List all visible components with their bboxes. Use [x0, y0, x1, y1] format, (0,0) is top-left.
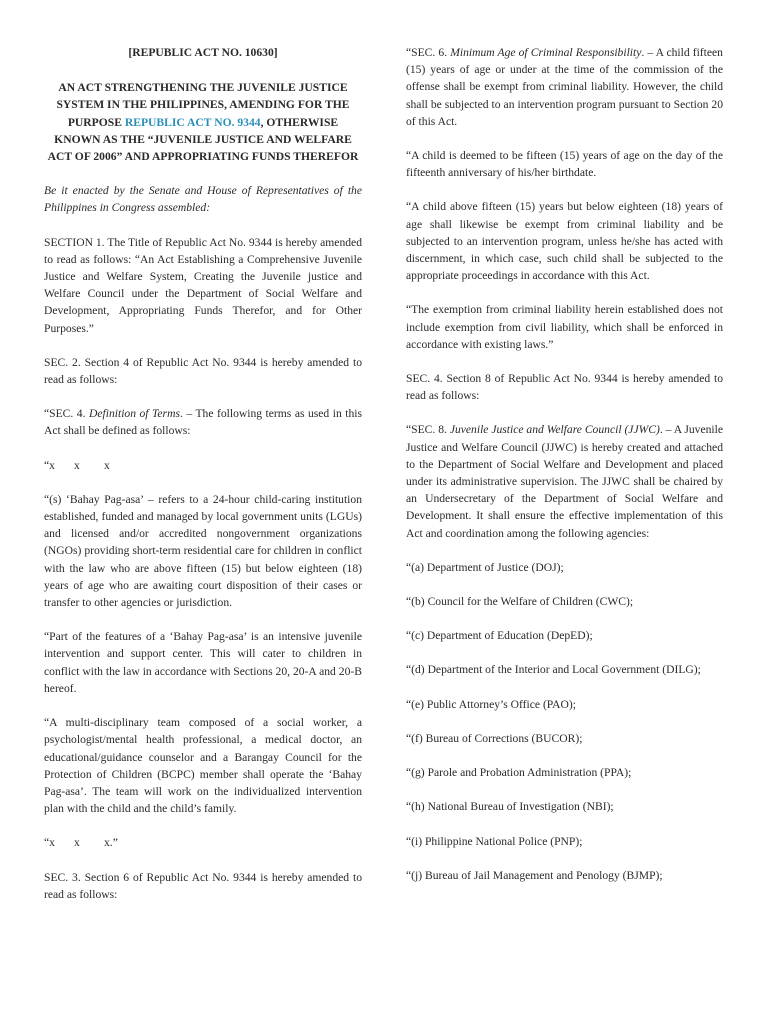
omission-x: x	[74, 458, 80, 472]
sec6-rest: . – A child fifteen (15) years of age or under at the time of the commission of the offense shall be exempt from criminal liability. However, the child shall be subjected to an intervention program pursuant to Section 20 of this Act.	[406, 46, 723, 128]
bahay-pag-asa-features: “Part of the features of a ‘Bahay Pag-asa’ is an intensive juvenile intervention and support center. This will cater to children in conflict with the law in accordance with Sections 20, 20-A and 20-B hereof.	[44, 630, 362, 695]
bahay-pag-asa-team: “A multi-disciplinary team composed of a social worker, a psychologist/mental health professional, a medical doctor, an educational/guidance counselor and a Barangay Council for the Protection of Children (BCPC) member shall operate the ‘Bahay Pag-asa’. The team will work on the individualized intervention plan with the child and the child’s family.	[44, 716, 362, 816]
agency-item: “(d) Department of the Interior and Local Government (DILG);	[406, 663, 701, 677]
sec4-rest: . – The following terms as used in this Act shall be defined as follows:	[44, 407, 362, 438]
section-3-paragraph: SEC. 3. Section 6 of Republic Act No. 9344 is hereby amended to read as follows:	[44, 870, 362, 901]
section-6-paragraph	[406, 44, 723, 130]
omission-x: x	[74, 836, 80, 850]
agency-item: “(c) Department of Education (DepED);	[406, 629, 593, 643]
agency-item: “(f) Bureau of Corrections (BUCOR);	[406, 731, 583, 745]
omission-marker	[44, 834, 362, 851]
section-4-amend-paragraph: SEC. 4. Section 8 of Republic Act No. 9344 is hereby amended to read as follows:	[406, 372, 723, 403]
section-8-paragraph	[406, 421, 723, 541]
sec8-prefix: “SEC. 8.	[406, 423, 450, 437]
agency-item: “(e) Public Attorney’s Office (PAO);	[406, 697, 577, 711]
agency-item: “(g) Parole and Probation Administration (PPA);	[406, 766, 632, 780]
agency-item: “(a) Department of Justice (DOJ);	[406, 560, 564, 574]
omission-x: “x	[44, 458, 55, 472]
republic-act-9344-link[interactable]: REPUBLIC ACT NO. 9344	[124, 115, 261, 129]
sec4-prefix: “SEC. 4.	[44, 407, 89, 421]
sec6-heading: Minimum Age of Criminal Responsibility	[450, 46, 642, 59]
omission-x: x	[104, 458, 110, 472]
omission-marker	[44, 457, 362, 474]
agency-item: “(i) Philippine National Police (PNP);	[406, 834, 583, 848]
agency-item: “(h) National Bureau of Investigation (NBI);	[406, 800, 614, 814]
right-column	[406, 44, 723, 901]
section-2-paragraph: SEC. 2. Section 4 of Republic Act No. 9344 is hereby amended to read as follows:	[44, 355, 362, 387]
agency-item: “(j) Bureau of Jail Management and Penology (BJMP);	[406, 868, 663, 882]
sec4-heading: Definition of Terms	[89, 407, 180, 421]
omission-x: x.”	[104, 836, 118, 850]
enacting-clause: Be it enacted by the Senate and House of Representatives of the Philippines in Congress assembled:	[44, 184, 362, 215]
bahay-pag-asa-definition: “(s) ‘Bahay Pag-asa’ – refers to a 24-hour child-caring institution established, funded and managed by local government units (LGUs) and licensed and/or accredited nongovernment organizations (NGOs) providing short-term residential care for children in conflict with the law who are above fifteen (15) but below eighteen (18) years of age who are awaiting court disposition of their cases or transfer to other agencies or jurisdiction.	[44, 492, 362, 610]
age-deemed-paragraph: “A child is deemed to be fifteen (15) years of age on the day of the fifteenth anniversary of his/her birthdate.	[406, 149, 723, 180]
agency-item: “(b) Council for the Welfare of Children (CWC);	[406, 595, 634, 609]
civil-liability-paragraph: “The exemption from criminal liability herein established does not include exemption from civil liability, which shall be enforced in accordance with existing laws.”	[406, 303, 723, 351]
omission-x: “x	[44, 836, 55, 850]
act-title	[44, 79, 362, 165]
sec8-heading: Juvenile Justice and Welfare Council (JJWC)	[449, 423, 660, 437]
sec6-prefix: “SEC. 6.	[406, 46, 451, 59]
left-column	[44, 44, 362, 920]
act-title-part2: , OTHERWISE KNOWN AS THE “JUVENILE JUSTICE AND WELFARE ACT OF 2006” AND APPROPRIATING FUNDS THEREFOR	[47, 115, 359, 164]
section-1-paragraph: SECTION 1. The Title of Republic Act No. 9344 is hereby amended to read as follows: “An Act Establishing a Comprehensive Juvenile Justice and Welfare System, Creating the Juvenile justice and Welfare Council under the Department of Social Welfare and Development, Appropriating Funds Therefor, and for Other Purposes.”	[44, 235, 362, 335]
act-number: [REPUBLIC ACT NO. 10630]	[128, 46, 278, 59]
act-title-part1: AN ACT STRENGTHENING THE JUVENILE JUSTICE SYSTEM IN THE PHILIPPINES, AMENDING FOR THE PURPOSE	[56, 81, 350, 129]
above-fifteen-paragraph: “A child above fifteen (15) years but below eighteen (18) years of age shall likewise be exempt from criminal liability and be subjected to an intervention program, unless he/she has acted with discernment, in which case, such child shall be subjected to the appropriate proceedings in accordance with this Act.	[406, 200, 723, 283]
section-4-definition-paragraph	[44, 405, 362, 439]
sec8-rest: . – A Juvenile Justice and Welfare Council (JJWC) is hereby created and attached to the Department of Social Welfare and Development and placed under its administrative supervision. The JJWC shall be chaired by an Undersecretary of the Department of Social Welfare and Development. It shall ensure the effective implementation of this Act and coordination among the following agencies:	[406, 423, 723, 540]
